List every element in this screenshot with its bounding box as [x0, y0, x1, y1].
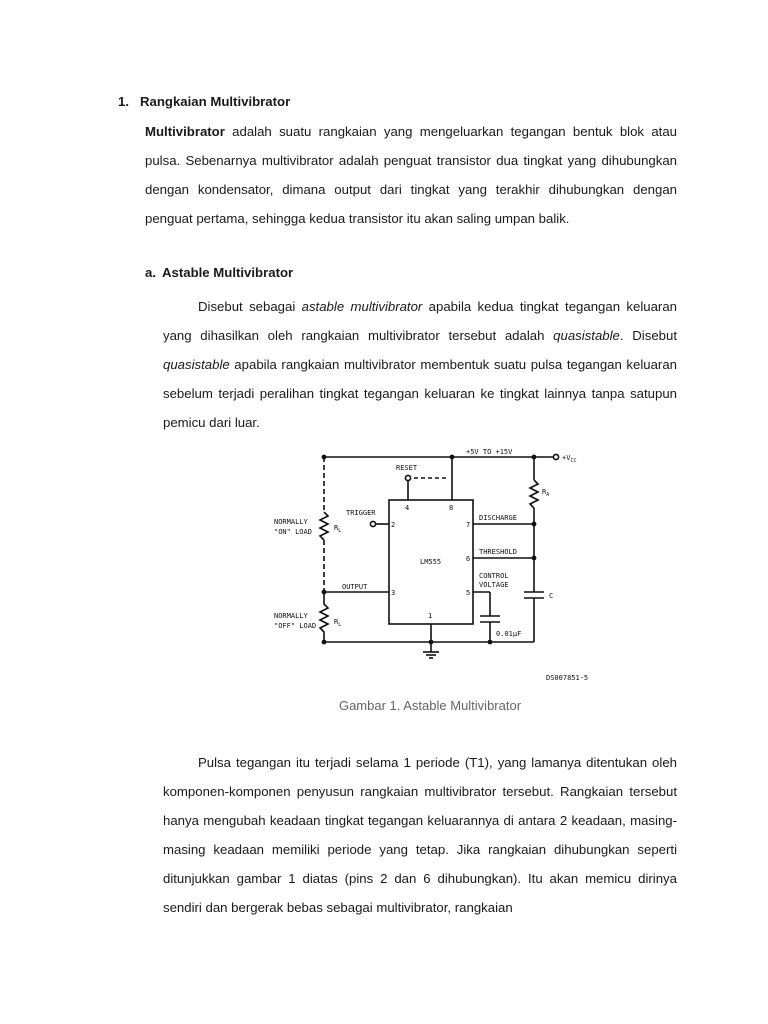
text-run: . Disebut: [619, 328, 677, 343]
rl-bottom-label: $R_L$: [334, 618, 342, 628]
text-run: Disebut sebagai: [198, 299, 302, 314]
ra-label: $R_A$: [542, 488, 550, 498]
pulse-paragraph: Pulsa tegangan itu terjadi selama 1 periode (T1), yang lamanya ditentukan oleh komponen-komponen penyusun rangkaian multivibrator tersebut. Rangkaian tersebut hanya mengubah keadaan tingkat tegangan keluarannya di antara 2 keadaan, masing-masing keadaan memiliki periode yang tetap. Jika rangkaian dihubungkan seperti ditunjukkan gambar 1 diatas (pins 2 dan 6 dihubungkan). Itu akan memicu dirinya sendiri dan bergerak bebas sebagai multivibrator, rangkaian: [163, 755, 677, 915]
ic-label: LM555: [420, 558, 442, 566]
italic-term: quasistable: [163, 357, 230, 372]
discharge-label: DISCHARGE: [479, 514, 517, 522]
capacitor-001-label: 0.01μF: [496, 630, 522, 638]
circuit-diagram: [262, 442, 598, 687]
pin-4-label: 4: [405, 504, 410, 512]
rl-top-label: $R_L$: [334, 524, 342, 534]
subsection-heading: [145, 265, 293, 280]
section-title: Rangkaian Multivibrator: [140, 94, 291, 109]
normally-on-label-2: "ON" LOAD: [274, 528, 312, 536]
section-heading: [118, 94, 290, 109]
subsection-title: Astable Multivibrator: [162, 265, 294, 280]
pin-6-label: 6: [466, 555, 471, 563]
supply-label: +5V TO +15V: [466, 448, 513, 456]
section-number: 1.: [118, 94, 129, 109]
pin-1-label: 1: [428, 612, 433, 620]
text-run: apabila rangkaian multivibrator membentuk suatu pulsa tegangan keluaran sebelum terjadi peralihan tingkat tegangan keluaran ke tingkat lainnya tanpa satupun pemicu dari luar.: [163, 357, 677, 430]
figure-caption: Gambar 1. Astable Multivibrator: [338, 698, 522, 713]
intro-bold-term: Multivibrator: [145, 124, 225, 139]
normally-off-label-1: NORMALLY: [274, 612, 308, 620]
figure-code: DS007851-5: [546, 674, 589, 682]
output-label: OUTPUT: [342, 583, 368, 591]
control-label-1: CONTROL: [479, 572, 509, 580]
text-run: apabila kedua tingkat tegangan keluaran yang dihasilkan oleh rangkaian multivibrator tersebut adalah: [163, 299, 677, 343]
reset-label: RESET: [396, 464, 418, 472]
pin-2-label: 2: [391, 521, 396, 529]
italic-term: quasistable: [553, 328, 620, 343]
pin-7-label: 7: [466, 521, 471, 529]
normally-off-label-2: "OFF" LOAD: [274, 622, 317, 630]
subsection-number: a.: [145, 265, 156, 280]
pin-5-label: 5: [466, 589, 471, 597]
italic-term: astable multivibrator: [301, 299, 423, 314]
normally-on-label-1: NORMALLY: [274, 518, 308, 526]
threshold-label: THRESHOLD: [479, 548, 517, 556]
capacitor-c-label: C: [549, 592, 554, 600]
trigger-label: TRIGGER: [346, 509, 376, 517]
intro-text: adalah suatu rangkaian yang mengeluarkan tegangan bentuk blok atau pulsa. Sebenarnya multivibrator adalah penguat transistor dua tingkat yang dihubungkan dengan kondensator, dimana output dari tingkat yang terakhir dihubungkan dengan penguat pertama, sehingga kedua transistor itu akan saling umpan balik.: [145, 124, 677, 226]
pin-3-label: 3: [391, 589, 396, 597]
vcc-label: $+V_{CC}$: [562, 454, 577, 464]
pin-8-label: 8: [449, 504, 454, 512]
control-label-2: VOLTAGE: [479, 581, 509, 589]
astable-paragraph: [163, 292, 677, 437]
intro-paragraph: [145, 117, 677, 233]
